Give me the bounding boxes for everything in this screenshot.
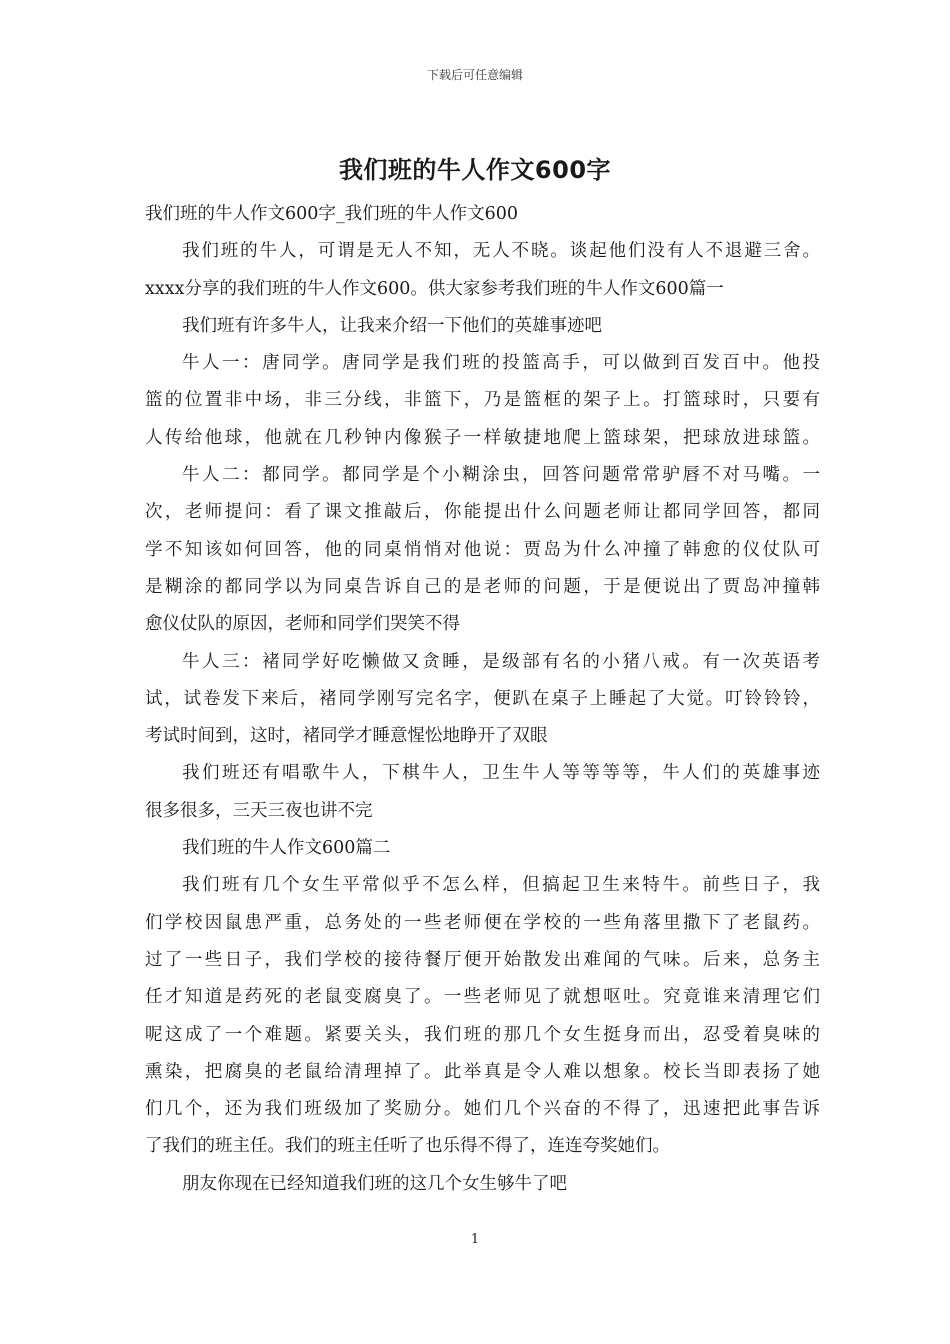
text-line: 朋友你现在已经知道我们班的这几个女生够牛了吧 (182, 1173, 567, 1194)
text-line: 牛人二：都同学。都同学是个小糊涂虫，回答问题常常驴唇不对马嘴。一 (182, 465, 820, 486)
page-number: 1 (470, 1232, 480, 1247)
text-line: 愈仪仗队的原因，老师和同学们哭笑不得 (145, 614, 460, 635)
text-line: 过了一些日子，我们学校的接待餐厅便开始散发出难闻的气味。后来，总务主 (145, 949, 820, 970)
text-line: 我们班有许多牛人，让我来介绍一下他们的英雄事迹吧 (182, 315, 602, 336)
text-line: 人传给他球，他就在几秒钟内像猴子一样敏捷地爬上篮球架，把球放进球篮。 (145, 427, 820, 448)
text-line: 我们班有几个女生平常似乎不怎么样，但搞起卫生来特牛。前些日子，我 (182, 875, 820, 896)
document-title: 我们班的牛人作文600字 (338, 156, 612, 184)
text-line: 我们班的牛人作文600字_我们班的牛人作文600 (145, 204, 519, 224)
text-line: 篮的位置非中场，非三分线，非篮下，乃是篮框的架子上。打篮球时，只要有 (145, 390, 820, 411)
page-header-note: 下载后可任意编辑 (426, 68, 523, 82)
text-line: 我们班还有唱歌牛人，下棋牛人，卫生牛人等等等等，牛人们的英雄事迹 (182, 763, 820, 784)
text-line: 牛人一：唐同学。唐同学是我们班的投篮高手，可以做到百发百中。他投 (182, 353, 820, 374)
text-line: 任才知道是药死的老鼠变腐臭了。一些老师见了就想呕吐。究竟谁来清理它们 (145, 987, 820, 1008)
text-line: 是糊涂的都同学以为同桌告诉自己的是老师的问题，于是便说出了贾岛冲撞韩 (145, 576, 820, 597)
text-line: 了我们的班主任。我们的班主任听了也乐得不得了，连连夸奖她们。 (145, 1136, 670, 1157)
text-line: 试，试卷发下来后，褚同学刚写完名字，便趴在桌子上睡起了大觉。叮铃铃铃， (145, 688, 820, 709)
text-line: 我们班的牛人，可谓是无人不知，无人不晓。谈起他们没有人不退避三舍。 (182, 241, 820, 262)
text-line: 呢这成了一个难题。紧要关头，我们班的那几个女生挺身而出，忍受着臭味的 (145, 1024, 820, 1045)
text-line: 们几个，还为我们班级加了奖励分。她们几个兴奋的不得了，迅速把此事告诉 (145, 1099, 820, 1120)
text-line: 考试时间到，这时，褚同学才睡意惺忪地睁开了双眼 (145, 726, 548, 747)
text-line: 次，老师提问：看了课文推敲后，你能提出什么问题老师让都同学回答，都同 (145, 502, 820, 523)
text-line: 熏染，把腐臭的老鼠给清理掉了。此举真是令人难以想象。校长当即表扬了她 (145, 1061, 820, 1082)
text-line: 我们班的牛人作文600篇二 (182, 838, 391, 859)
text-line: 很多很多，三天三夜也讲不完 (145, 800, 373, 821)
text-line: 们学校因鼠患严重，总务处的一些老师便在学校的一些角落里撒下了老鼠药。 (145, 912, 820, 933)
text-line: 学不知该如何回答，他的同桌悄悄对他说：贾岛为什么冲撞了韩愈的仪仗队可 (145, 539, 820, 560)
text-line: 牛人三：褚同学好吃懒做又贪睡，是级部有名的小猪八戒。有一次英语考 (182, 651, 820, 672)
document-body (145, 196, 820, 1203)
text-line: xxxx分享的我们班的牛人作文600。供大家参考我们班的牛人作文600篇一 (145, 278, 724, 299)
